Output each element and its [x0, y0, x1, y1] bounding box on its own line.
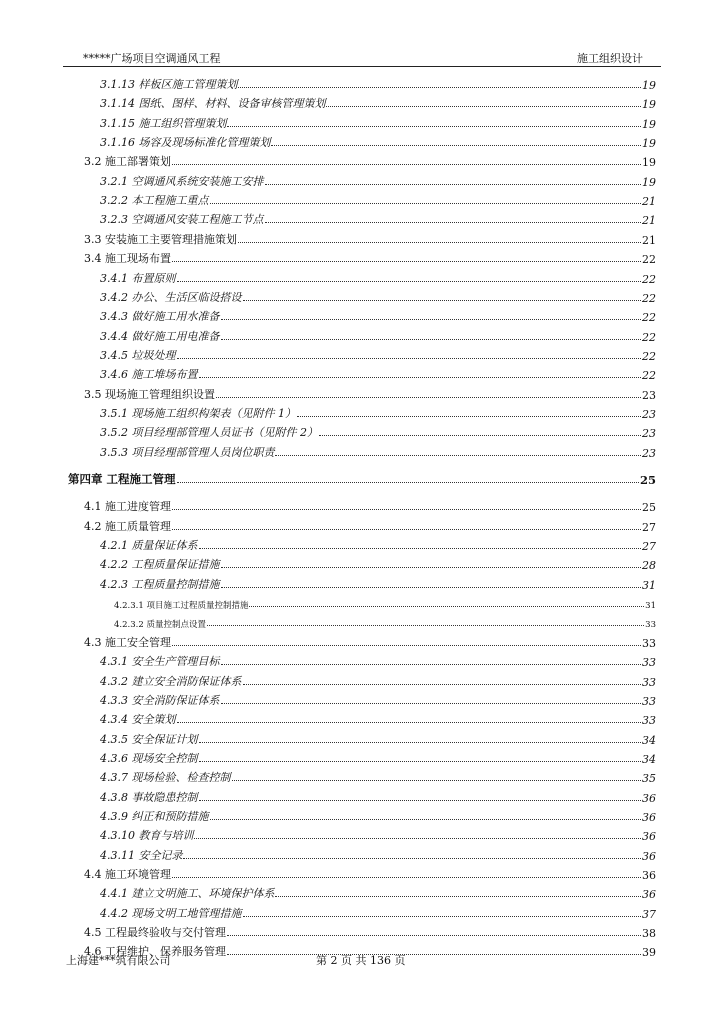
toc-dot-leader — [243, 300, 642, 301]
toc-entry[interactable] — [100, 709, 656, 727]
toc-dot-leader — [199, 800, 642, 801]
toc-dot-leader — [326, 106, 641, 107]
toc-entry[interactable] — [100, 554, 656, 572]
toc-entry-title: 3.1.15 施工组织管理策划 — [100, 116, 227, 130]
toc-dot-leader — [199, 761, 642, 762]
toc-dot-leader — [221, 319, 642, 320]
toc-entry-page: 36 — [642, 830, 656, 844]
toc-entry[interactable] — [100, 422, 656, 440]
toc-entry-title: 3.2.3 空调通风安装工程施工节点 — [100, 213, 264, 227]
toc-dot-leader — [227, 954, 641, 955]
toc-entry[interactable] — [84, 384, 656, 402]
toc-entry[interactable] — [100, 171, 656, 189]
toc-entry-title: 3.4.5 垃圾处理 — [100, 348, 176, 362]
toc-entry-title: 3.4.1 布置原则 — [100, 271, 176, 285]
toc-entry[interactable] — [114, 593, 656, 611]
toc-entry[interactable] — [68, 469, 656, 487]
toc-entry[interactable] — [100, 574, 656, 592]
toc-dot-leader — [227, 126, 641, 127]
toc-dot-leader — [199, 548, 642, 549]
toc-entry-title: 4.3.4 安全策划 — [100, 713, 176, 727]
toc-dot-leader — [221, 567, 642, 568]
toc-entry-title: 3.5.1 现场施工组织构架表（见附件 1） — [100, 406, 296, 420]
toc-entry-title: 3.4 施工现场布置 — [84, 252, 171, 266]
toc-entry-page: 33 — [645, 620, 656, 631]
toc-entry-page: 23 — [642, 427, 656, 441]
toc-entry-title: 4.3.1 安全生产管理目标 — [100, 655, 220, 669]
toc-dot-leader — [297, 416, 641, 417]
toc-entry-page: 36 — [642, 791, 656, 805]
toc-entry-title: 4.2.3 工程质量控制措施 — [100, 577, 220, 591]
toc-dot-leader — [243, 684, 642, 685]
toc-entry-page: 35 — [642, 772, 656, 786]
toc-dot-leader — [232, 780, 642, 781]
toc-dot-leader — [265, 184, 642, 185]
toc-entry-title: 4.3.11 安全记录 — [100, 848, 183, 862]
toc-entry-page: 33 — [642, 636, 656, 650]
toc-dot-leader — [177, 281, 642, 282]
toc-entry[interactable] — [100, 209, 656, 227]
toc-entry[interactable] — [100, 787, 656, 805]
toc-entry-page: 34 — [642, 752, 656, 766]
toc-entry-title: 4.6 工程维护、保养服务管理 — [84, 945, 226, 959]
toc-dot-leader — [183, 858, 641, 859]
toc-entry[interactable] — [100, 748, 656, 766]
toc-entry-page: 33 — [642, 694, 656, 708]
toc-entry[interactable] — [100, 132, 656, 150]
toc-entry-page: 22 — [642, 253, 656, 267]
toc-entry-title: 4.2.3.2 质量控制点设置 — [114, 620, 206, 631]
toc-entry[interactable] — [100, 326, 656, 344]
toc-entry-title: 4.3.6 现场安全控制 — [100, 751, 198, 765]
toc-entry-page: 23 — [642, 388, 656, 402]
toc-dot-leader — [199, 742, 642, 743]
toc-dot-leader — [221, 664, 642, 665]
toc-entry[interactable] — [100, 767, 656, 785]
toc-entry[interactable] — [100, 903, 656, 921]
toc-entry[interactable] — [100, 306, 656, 324]
toc-entry-title: 4.2 施工质量管理 — [84, 519, 171, 533]
toc-entry[interactable] — [84, 151, 656, 169]
toc-entry-title: 3.2 施工部署策划 — [84, 155, 171, 169]
toc-entry-page: 38 — [642, 927, 656, 941]
toc-entry-page: 28 — [642, 559, 656, 573]
toc-entry-page: 21 — [642, 214, 656, 228]
toc-entry-page: 23 — [642, 407, 656, 421]
toc-entry[interactable] — [84, 864, 656, 882]
toc-entry-title: 4.3 施工安全管理 — [84, 635, 171, 649]
toc-entry-title: 3.2.2 本工程施工重点 — [100, 194, 209, 208]
toc-entry-page: 21 — [642, 233, 656, 247]
toc-entry[interactable] — [84, 496, 656, 514]
toc-entry[interactable] — [84, 632, 656, 650]
toc-entry[interactable] — [84, 922, 656, 940]
toc-entry-title: 3.2.1 空调通风系统安装施工安排 — [100, 174, 264, 188]
toc-entry-title: 3.3 安装施工主要管理措施策划 — [84, 232, 237, 246]
toc-entry[interactable] — [100, 729, 656, 747]
toc-entry-page: 36 — [642, 869, 656, 882]
toc-entry-title: 4.3.3 安全消防保证体系 — [100, 693, 220, 707]
toc-entry-page: 22 — [642, 369, 656, 383]
toc-entry-page: 25 — [642, 501, 656, 515]
toc-entry-title: 3.5.2 项目经理部管理人员证书（见附件 2） — [100, 426, 318, 440]
toc-dot-leader — [221, 587, 642, 588]
toc-entry[interactable] — [100, 825, 656, 843]
toc-dot-leader — [216, 397, 641, 398]
toc-entry-title: 4.4.2 现场文明工地管理措施 — [100, 906, 242, 920]
toc-entry[interactable] — [100, 364, 656, 382]
toc-entry[interactable] — [100, 345, 656, 363]
toc-entry-page: 34 — [642, 733, 656, 747]
toc-entry-title: 3.4.6 施工堆场布置 — [100, 368, 198, 382]
toc-dot-leader — [177, 722, 642, 723]
toc-entry-page: 19 — [642, 175, 656, 189]
toc-entry[interactable] — [100, 93, 656, 111]
toc-entry[interactable] — [100, 442, 656, 460]
header-document-type: 施工组织设计 — [577, 52, 643, 65]
toc-entry-page: 19 — [642, 156, 656, 170]
toc-entry-page: 22 — [642, 291, 656, 305]
toc-entry-page: 22 — [642, 272, 656, 286]
footer-page-number: 第 2 页 共 136 页 — [316, 954, 406, 967]
toc-entry[interactable] — [100, 651, 656, 669]
toc-entry-page: 33 — [642, 656, 656, 670]
toc-entry-page: 31 — [645, 601, 656, 612]
toc-dot-leader — [275, 455, 641, 456]
toc-entry-page: 22 — [642, 349, 656, 363]
toc-entry-page: 21 — [642, 195, 656, 209]
toc-entry-title: 3.5 现场施工管理组织设置 — [84, 387, 215, 401]
toc-entry[interactable] — [100, 535, 656, 553]
toc-entry[interactable] — [100, 113, 656, 131]
toc-entry-title: 3.1.13 样板区施工管理策划 — [100, 78, 238, 91]
toc-entry-title: 4.4.1 建立文明施工、环境保护体系 — [100, 887, 275, 901]
toc-entry-title: 3.4.3 做好施工用水准备 — [100, 310, 220, 324]
toc-entry-title: 4.2.2 工程质量保证措施 — [100, 558, 220, 572]
toc-entry[interactable] — [100, 74, 656, 92]
toc-dot-leader — [172, 509, 641, 510]
toc-entry-page: 25 — [639, 473, 656, 487]
toc-dot-leader — [238, 242, 641, 243]
toc-entry-page: 22 — [642, 311, 656, 325]
footer-company: 上海建***筑有限公司 — [66, 954, 171, 967]
toc-entry-title: 4.3.5 安全保证计划 — [100, 732, 198, 746]
toc-entry-title: 4.3.8 事故隐患控制 — [100, 790, 198, 804]
toc-entry-page: 27 — [642, 540, 656, 554]
toc-entry-page: 39 — [642, 946, 656, 960]
toc-entry[interactable] — [100, 287, 656, 305]
toc-entry-page: 19 — [642, 137, 656, 151]
toc-entry-title: 4.1 施工进度管理 — [84, 500, 171, 514]
toc-dot-leader — [172, 877, 641, 878]
toc-entry[interactable] — [100, 403, 656, 421]
toc-entry-page: 36 — [642, 849, 656, 863]
toc-entry-title: 4.3.10 教育与培训 — [100, 829, 194, 843]
toc-entry-title: 4.2.3.1 项目施工过程质量控制措施 — [114, 601, 249, 612]
toc-dot-leader — [271, 145, 641, 146]
toc-entry[interactable] — [100, 268, 656, 286]
toc-entry[interactable] — [100, 671, 656, 689]
toc-entry[interactable] — [100, 883, 656, 901]
toc-entry-page: 27 — [642, 520, 656, 534]
toc-entry-title: 3.1.16 场容及现场标准化管理策划 — [100, 136, 271, 150]
toc-entry[interactable] — [100, 806, 656, 824]
toc-entry[interactable] — [84, 229, 656, 247]
toc-entry-title: 4.3.7 现场检验、检查控制 — [100, 771, 231, 785]
toc-entry-title: 4.4 施工环境管理 — [84, 868, 171, 881]
toc-dot-leader — [177, 482, 639, 483]
toc-entry[interactable] — [100, 845, 656, 863]
toc-entry-page: 37 — [642, 907, 656, 921]
toc-dot-leader — [172, 529, 641, 530]
toc-entry[interactable] — [84, 248, 656, 266]
toc-dot-leader — [177, 358, 642, 359]
toc-dot-leader — [238, 87, 641, 88]
toc-entry-title: 第四章 工程施工管理 — [68, 472, 176, 486]
toc-dot-leader — [172, 164, 641, 165]
toc-dot-leader — [265, 222, 642, 223]
toc-dot-leader — [172, 645, 641, 646]
toc-entry-page: 31 — [642, 578, 656, 592]
toc-dot-leader — [221, 339, 642, 340]
page-header — [63, 48, 661, 67]
toc-entry-page: 33 — [642, 714, 656, 728]
toc-entry-title: 3.4.4 做好施工用电准备 — [100, 329, 220, 343]
header-project-title: *****广场项目空调通风工程 — [83, 52, 221, 65]
toc-entry-page: 33 — [642, 675, 656, 689]
toc-dot-leader — [243, 916, 642, 917]
toc-entry-title: 4.2.1 质量保证体系 — [100, 539, 198, 553]
toc-entry-title: 3.5.3 项目经理部管理人员岗位职责 — [100, 445, 275, 459]
toc-entry-page: 23 — [642, 446, 656, 460]
toc-entry-page: 19 — [642, 79, 656, 92]
toc-dot-leader — [227, 935, 641, 936]
toc-dot-leader — [172, 261, 641, 262]
toc-entry-title: 3.1.14 图纸、图样、材料、设备审核管理策划 — [100, 97, 326, 111]
toc-dot-leader — [207, 625, 644, 626]
toc-entry[interactable] — [100, 190, 656, 208]
toc-entry-title: 4.3.2 建立安全消防保证体系 — [100, 674, 242, 688]
toc-dot-leader — [210, 203, 642, 204]
toc-entry[interactable] — [100, 690, 656, 708]
toc-entry[interactable] — [114, 612, 656, 630]
toc-dot-leader — [275, 896, 641, 897]
toc-dot-leader — [199, 377, 642, 378]
toc-entry-page: 22 — [642, 330, 656, 344]
toc-entry-title: 4.3.9 纠正和预防措施 — [100, 809, 209, 823]
toc-entry-page: 36 — [642, 810, 656, 824]
toc-dot-leader — [194, 838, 641, 839]
toc-entry-page: 19 — [642, 117, 656, 131]
toc-dot-leader — [210, 819, 642, 820]
toc-entry-page: 19 — [642, 98, 656, 112]
toc-entry-title: 4.5 工程最终验收与交付管理 — [84, 926, 226, 940]
toc-entry-page: 36 — [642, 888, 656, 902]
toc-dot-leader — [249, 606, 644, 607]
toc-entry-title: 3.4.2 办公、生活区临设搭设 — [100, 290, 242, 304]
toc-dot-leader — [319, 435, 641, 436]
toc-entry[interactable] — [84, 516, 656, 534]
toc-dot-leader — [221, 703, 642, 704]
